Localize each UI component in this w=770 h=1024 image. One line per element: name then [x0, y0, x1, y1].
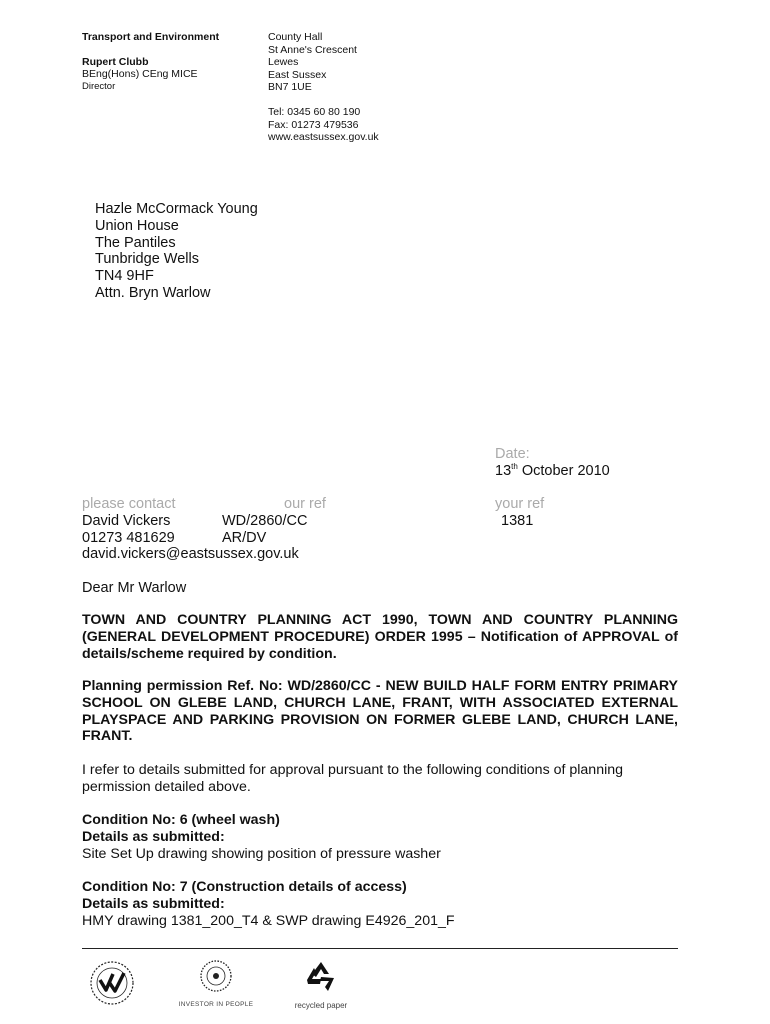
recycle-icon — [288, 958, 354, 1008]
recycled-paper-caption: recycled paper — [294, 1001, 348, 1010]
date-label: Date: — [495, 446, 530, 462]
our-ref-label-block — [284, 496, 434, 513]
address-line: Lewes — [268, 56, 299, 69]
investors-in-people-icon — [178, 958, 254, 1008]
sender-address — [268, 31, 468, 144]
condition-detail: Site Set Up drawing showing position of pressure washer — [82, 845, 441, 862]
sender-block — [82, 31, 252, 93]
contact-label: please contact — [82, 496, 176, 512]
recipient-line: Union House — [95, 217, 179, 234]
your-ref-label: your ref — [495, 496, 545, 512]
footer-divider — [82, 948, 678, 949]
sender-qualifications: BEng(Hons) CEng MICE — [82, 68, 198, 81]
sender-website[interactable]: www.eastsussex.gov.uk — [268, 131, 379, 144]
recipient-line: Tunbridge Wells — [95, 251, 199, 268]
address-line: County Hall — [268, 31, 323, 43]
sender-tel: Tel: 0345 60 80 190 — [268, 105, 361, 118]
our-ref-block — [222, 513, 372, 547]
contact-email[interactable]: david.vickers@eastsussex.gov.uk — [82, 546, 299, 563]
sender-role: Director — [82, 80, 116, 92]
condition-title: Condition No: 7 (Construction details of access) — [82, 879, 407, 895]
contact-name: David Vickers — [82, 512, 171, 529]
recipient-line: The Pantiles — [95, 234, 176, 251]
intro-paragraph: I refer to details submitted for approval pursuant to the following conditions of planning permission detailed above. — [82, 762, 624, 795]
address-line: East Sussex — [268, 68, 327, 81]
recipient-line: TN4 9HF — [95, 268, 154, 285]
contact-phone: 01273 481629 — [82, 529, 175, 546]
permission-reference: Planning permission Ref. No: WD/2860/CC - NEW BUILD HALF FORM ENTRY PRIMARY SCHOOL ON GLEBE LAND, CHURCH LANE, FRANT, WITH ASSOCIATED EXTERNAL PLAYSPACE AND PARKING PROVISION ON FORMER GLEBE LAND, CHURCH LANE, FRANT. — [82, 678, 678, 745]
condition-block — [82, 879, 682, 929]
recipient-line: Hazle McCormack Young — [95, 201, 258, 217]
recipient-line: Attn. Bryn Warlow — [95, 284, 211, 301]
date-value: 13th October 2010 — [495, 461, 610, 479]
sender-name: Rupert Clubb — [82, 55, 149, 68]
two-ticks-disability-icon — [80, 958, 144, 1008]
condition-title: Condition No: 6 (wheel wash) — [82, 812, 280, 828]
your-ref-block — [495, 496, 645, 530]
letter-heading: TOWN AND COUNTRY PLANNING ACT 1990, TOWN AND COUNTRY PLANNING (GENERAL DEVELOPMENT PROCEDURE) ORDER 1995 – Notification of APPROVAL of details/scheme required by condition. — [82, 612, 678, 662]
our-ref-line2: AR/DV — [222, 529, 267, 546]
sender-fax: Fax: 01273 479536 — [268, 118, 359, 131]
condition-detail: HMY drawing 1381_200_T4 & SWP drawing E4926_201_F — [82, 912, 455, 929]
condition-label: Details as submitted: — [82, 828, 225, 845]
investors-caption: INVESTOR IN PEOPLE — [178, 1001, 254, 1008]
our-ref-label: our ref — [284, 496, 326, 512]
sender-department: Transport and Environment — [82, 31, 220, 43]
our-ref-line1: WD/2860/CC — [222, 513, 308, 529]
condition-block — [82, 812, 682, 862]
salutation: Dear Mr Warlow — [82, 580, 187, 596]
your-ref-value: 1381 — [501, 512, 534, 529]
address-line: St Anne's Crescent — [268, 43, 357, 56]
condition-label: Details as submitted: — [82, 895, 225, 912]
date-block — [495, 446, 695, 480]
recipient-address — [95, 201, 395, 302]
address-line: BN7 1UE — [268, 81, 312, 94]
